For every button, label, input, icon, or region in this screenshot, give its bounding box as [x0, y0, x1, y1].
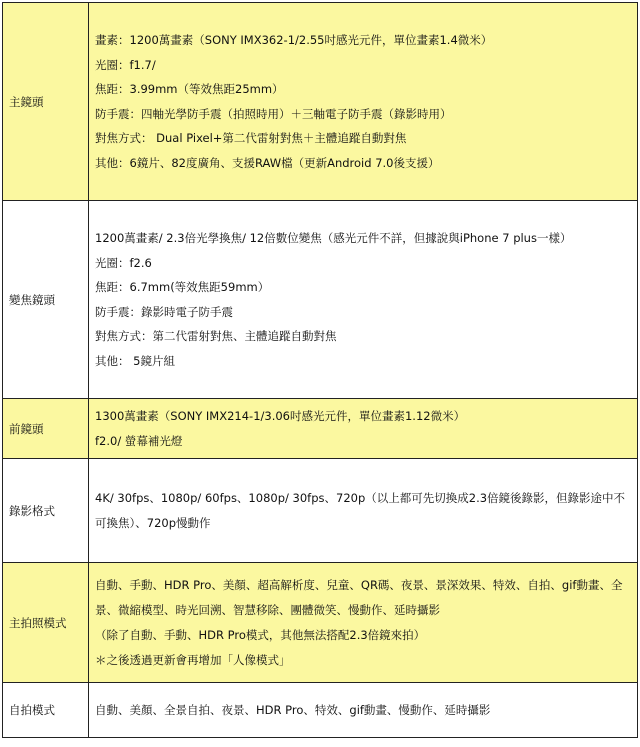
row-zoom-camera [3, 201, 638, 399]
spec-line: 防手震：錄影時電子防手震 [95, 304, 233, 319]
spec-line: 對焦方式：第二代雷射對焦、主體追蹤自動對焦 [95, 329, 337, 343]
spec-line: 光圈：f1.7/ [95, 57, 156, 72]
spec-line: 其他：6鏡片、82度廣角、支援RAW檔（更新Android 7.0後支援） [95, 155, 440, 170]
spec-line: 焦距：3.99mm（等效焦距25mm） [95, 82, 284, 96]
row-label: 主拍照模式 [3, 563, 89, 683]
row-value [89, 3, 638, 201]
row-value [89, 459, 638, 563]
spec-line: 1200萬畫素/ 2.3倍光學換焦/ 12倍數位變焦（感光元件不詳，但據說與iPhone 7 plus一樣） [95, 231, 572, 245]
row-label: 前鏡頭 [3, 399, 89, 459]
spec-note: ＊之後透過更新會再增加「人像模式」 [95, 652, 291, 667]
row-value [89, 201, 638, 399]
spec-line: 自動、美顏、全景自拍、夜景、HDR Pro、特效、gif動畫、慢動作、延時攝影 [95, 702, 491, 717]
row-label: 變焦鏡頭 [3, 201, 89, 399]
spec-line: 其他： 5鏡片組 [95, 353, 175, 368]
row-label: 主鏡頭 [3, 3, 89, 201]
row-label: 自拍模式 [3, 683, 89, 738]
spec-line: 1300萬畫素（SONY IMX214-1/3.06吋感光元件，單位畫素1.12微米） [95, 409, 466, 423]
spec-line: 防手震：四軸光學防手震（拍照時用）＋三軸電子防手震（錄影時用） [95, 106, 452, 121]
spec-paragraph: 4K/ 30fps、1080p/ 60fps、1080p/ 30fps、720p（以上都可先切換成2.3倍鏡後錄影，但錄影途中不可換焦）、720p慢動作 [95, 490, 626, 530]
row-label: 錄影格式 [3, 459, 89, 563]
row-main-camera [3, 3, 638, 201]
row-selfie-modes [3, 683, 638, 738]
spec-note: （除了自動、手動、HDR Pro模式，其他無法搭配2.3倍鏡來拍） [95, 628, 426, 642]
row-photo-modes [3, 563, 638, 683]
spec-line: 光圈：f2.6 [95, 255, 152, 270]
spec-paragraph: 自動、手動、HDR Pro、美顏、超高解析度、兒童、QR碼、夜景、景深效果、特效、自拍、gif動畫、全景、微縮模型、時光回溯、智慧移除、團體微笑、慢動作、延時攝影 [95, 578, 623, 617]
spec-line: 對焦方式： Dual Pixel+第二代雷射對焦＋主體追蹤自動對焦 [95, 131, 407, 145]
spec-line: f2.0/ 螢幕補光燈 [95, 433, 183, 448]
row-value [89, 683, 638, 738]
row-front-camera [3, 399, 638, 459]
camera-spec-table [2, 2, 638, 738]
spec-line: 焦距：6.7mm(等效焦距59mm） [95, 280, 270, 294]
row-value [89, 563, 638, 683]
row-video-format [3, 459, 638, 563]
row-value [89, 399, 638, 459]
spec-line: 畫素：1200萬畫素（SONY IMX362-1/2.55吋感光元件，單位畫素1.4微米） [95, 33, 493, 47]
